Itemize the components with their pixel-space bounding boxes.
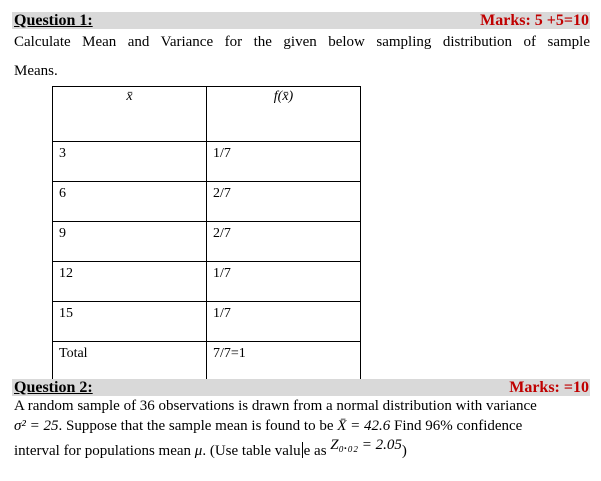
question-1-title: Question 1: <box>14 12 93 29</box>
cell-fx: 2/7 <box>207 222 361 262</box>
cell-fx: 1/7 <box>207 262 361 302</box>
cell-fx: 1/7 <box>207 302 361 342</box>
cell-fx: 1/7 <box>207 142 361 182</box>
line-3-text-d: ) <box>401 443 407 459</box>
header-f-xbar: f(x̄) <box>207 87 361 142</box>
question-1-text-line-1: Calculate Mean and Variance for the given below sampling distribution of sample <box>14 34 590 50</box>
mu-symbol: μ <box>194 443 203 459</box>
cell-x: 3 <box>53 142 207 182</box>
question-2-text-line-1: A random sample of 36 observations is drawn from a normal distribution with variance <box>14 398 537 414</box>
line-3-text-b: . (Use table valu <box>202 443 301 459</box>
variance-expression: σ² = 25 <box>14 418 59 434</box>
text-cursor <box>302 442 303 458</box>
question-2-text-line-2 <box>14 417 522 435</box>
cell-x: 12 <box>53 262 207 302</box>
line-2-text-a: . Suppose that the sample mean is found to be <box>58 418 334 434</box>
z-table-value-expression: Z₀.₀₂ = 2.05 <box>330 437 402 453</box>
question-2-title: Question 2: <box>14 379 93 396</box>
header-xbar: x̄ <box>53 87 207 142</box>
cell-total-value: 7/7=1 <box>207 342 361 382</box>
question-1-text-line-2: Means. <box>14 63 58 79</box>
cell-x: 9 <box>53 222 207 262</box>
cell-x: 15 <box>53 302 207 342</box>
table-row <box>53 262 361 302</box>
distribution-table <box>52 86 361 382</box>
question-2-text-line-3 <box>14 437 407 460</box>
table-row <box>53 222 361 262</box>
cell-total-label: Total <box>53 342 207 382</box>
line-3-text-a: interval for populations mean <box>14 443 192 459</box>
line-2-text-b: Find 96% confidence <box>394 418 523 434</box>
table-row-total <box>53 342 361 382</box>
table-row <box>53 142 361 182</box>
question-2-header-bar <box>12 379 590 396</box>
table-row <box>53 182 361 222</box>
question-1-marks: Marks: 5 +5=10 <box>480 12 589 29</box>
cell-x: 6 <box>53 182 207 222</box>
line-3-text-c: e as <box>303 443 327 459</box>
table-row <box>53 302 361 342</box>
sample-mean-expression: X̄ = 42.6 <box>337 418 391 434</box>
table-header-row <box>53 87 361 142</box>
cell-fx: 2/7 <box>207 182 361 222</box>
question-2-marks: Marks: =10 <box>509 379 589 396</box>
